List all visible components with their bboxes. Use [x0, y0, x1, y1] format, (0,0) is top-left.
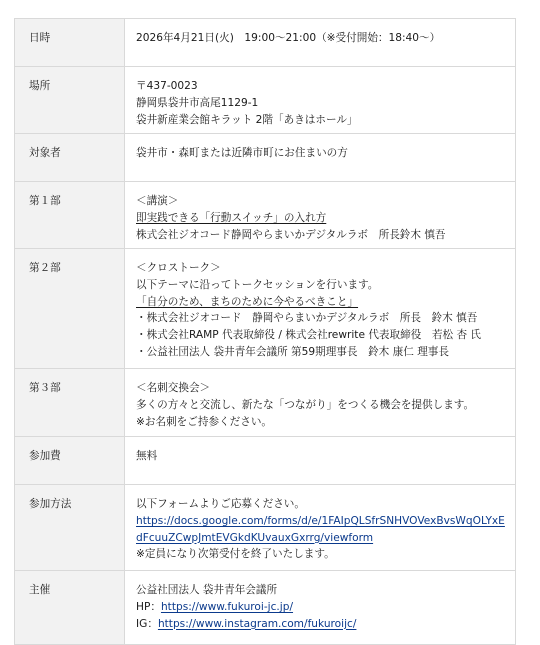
part3-heading: ＜名刺交換会＞ — [136, 382, 211, 394]
host-homepage-prefix: HP： — [136, 600, 161, 613]
venue-address: 静岡県袋井市高尾1129-1 — [136, 96, 259, 109]
target-text: 袋井市・森町または近隣市町にお住まいの方 — [136, 147, 348, 159]
instagram-link[interactable]: https://www.instagram.com/fukuroijc/ — [157, 617, 357, 630]
fee-label: 参加費 — [15, 437, 125, 485]
row-target — [15, 134, 516, 182]
part2-label: 第２部 — [15, 249, 125, 369]
host-instagram-prefix: IG： — [136, 617, 158, 630]
date-label: 日時 — [15, 19, 125, 67]
date-value — [125, 19, 516, 67]
row-part1 — [15, 182, 516, 249]
host-organization: 公益社団法人 袋井青年会議所 — [136, 584, 278, 596]
panelist-item: ・株式会社ジオコード 静岡やらまいかデジタルラボ 所長 鈴木 慎吾 — [136, 312, 478, 325]
homepage-link[interactable]: https://www.fukuroi-jc.jp/ — [160, 600, 294, 613]
apply-label: 参加方法 — [15, 485, 125, 571]
apply-value — [125, 485, 516, 571]
panelist-item: ・株式会社RAMP 代表取締役 / 株式会社rewrite 代表取締役 若松 杏 氏 — [136, 329, 482, 342]
part2-value — [125, 249, 516, 369]
part3-description: 多くの方々と交流し、新たな「つながり」をつくる機会を提供します。 — [136, 398, 475, 411]
apply-intro: 以下フォームよりご応募ください。 — [136, 498, 305, 510]
part2-intro: 以下テーマに沿ってトークセッションを行います。 — [136, 278, 379, 291]
part3-value — [125, 369, 516, 437]
application-form-link[interactable]: https://docs.google.com/forms/d/e/1FAIpQLSfrSNHVOVexBvsWqOLYxEdFcuuZCwpJmtEVGkdKUvauxGxrrg/viewform — [136, 514, 505, 544]
row-venue — [15, 67, 516, 134]
part1-heading: ＜講演＞ — [136, 195, 179, 207]
part1-label: 第１部 — [15, 182, 125, 249]
fee-value — [125, 437, 516, 485]
part1-value — [125, 182, 516, 249]
venue-value — [125, 67, 516, 134]
apply-note: ※定員になり次第受付を終了いたします。 — [136, 548, 335, 561]
row-date — [15, 19, 516, 67]
part1-speaker: 株式会社ジオコード静岡やらまいかデジタルラボ 所長鈴木 慎吾 — [136, 228, 446, 241]
target-value — [125, 134, 516, 182]
part3-label: 第３部 — [15, 369, 125, 437]
date-text: 2026年4月21日(火) 19:00〜21:00（※受付開始：18:40〜） — [136, 32, 441, 44]
host-homepage-line — [136, 599, 507, 616]
panelist-item: ・公益社団法人 袋井青年会議所 第59期理事長 鈴木 康仁 理事長 — [136, 345, 449, 358]
host-instagram-line — [136, 616, 507, 633]
fee-text: 無料 — [136, 450, 158, 462]
host-label: 主催 — [15, 571, 125, 645]
row-host — [15, 571, 516, 645]
row-apply — [15, 485, 516, 571]
event-info-table — [14, 18, 516, 645]
part1-lecture-title: 即実践できる「行動スイッチ」の入れ方 — [136, 211, 327, 224]
part3-note: ※お名刺をご持参ください。 — [136, 415, 273, 428]
venue-label: 場所 — [15, 67, 125, 134]
venue-postal-code: 〒437-0023 — [136, 80, 198, 92]
row-part2 — [15, 249, 516, 369]
target-label: 対象者 — [15, 134, 125, 182]
part2-heading: ＜クロストーク＞ — [136, 262, 221, 274]
row-part3 — [15, 369, 516, 437]
row-fee — [15, 437, 516, 485]
venue-hall: 袋井新産業会館キラット 2階「あきはホール」 — [136, 113, 358, 126]
part2-theme: 「自分のため、まちのために今やるべきこと」 — [136, 295, 359, 308]
host-value — [125, 571, 516, 645]
